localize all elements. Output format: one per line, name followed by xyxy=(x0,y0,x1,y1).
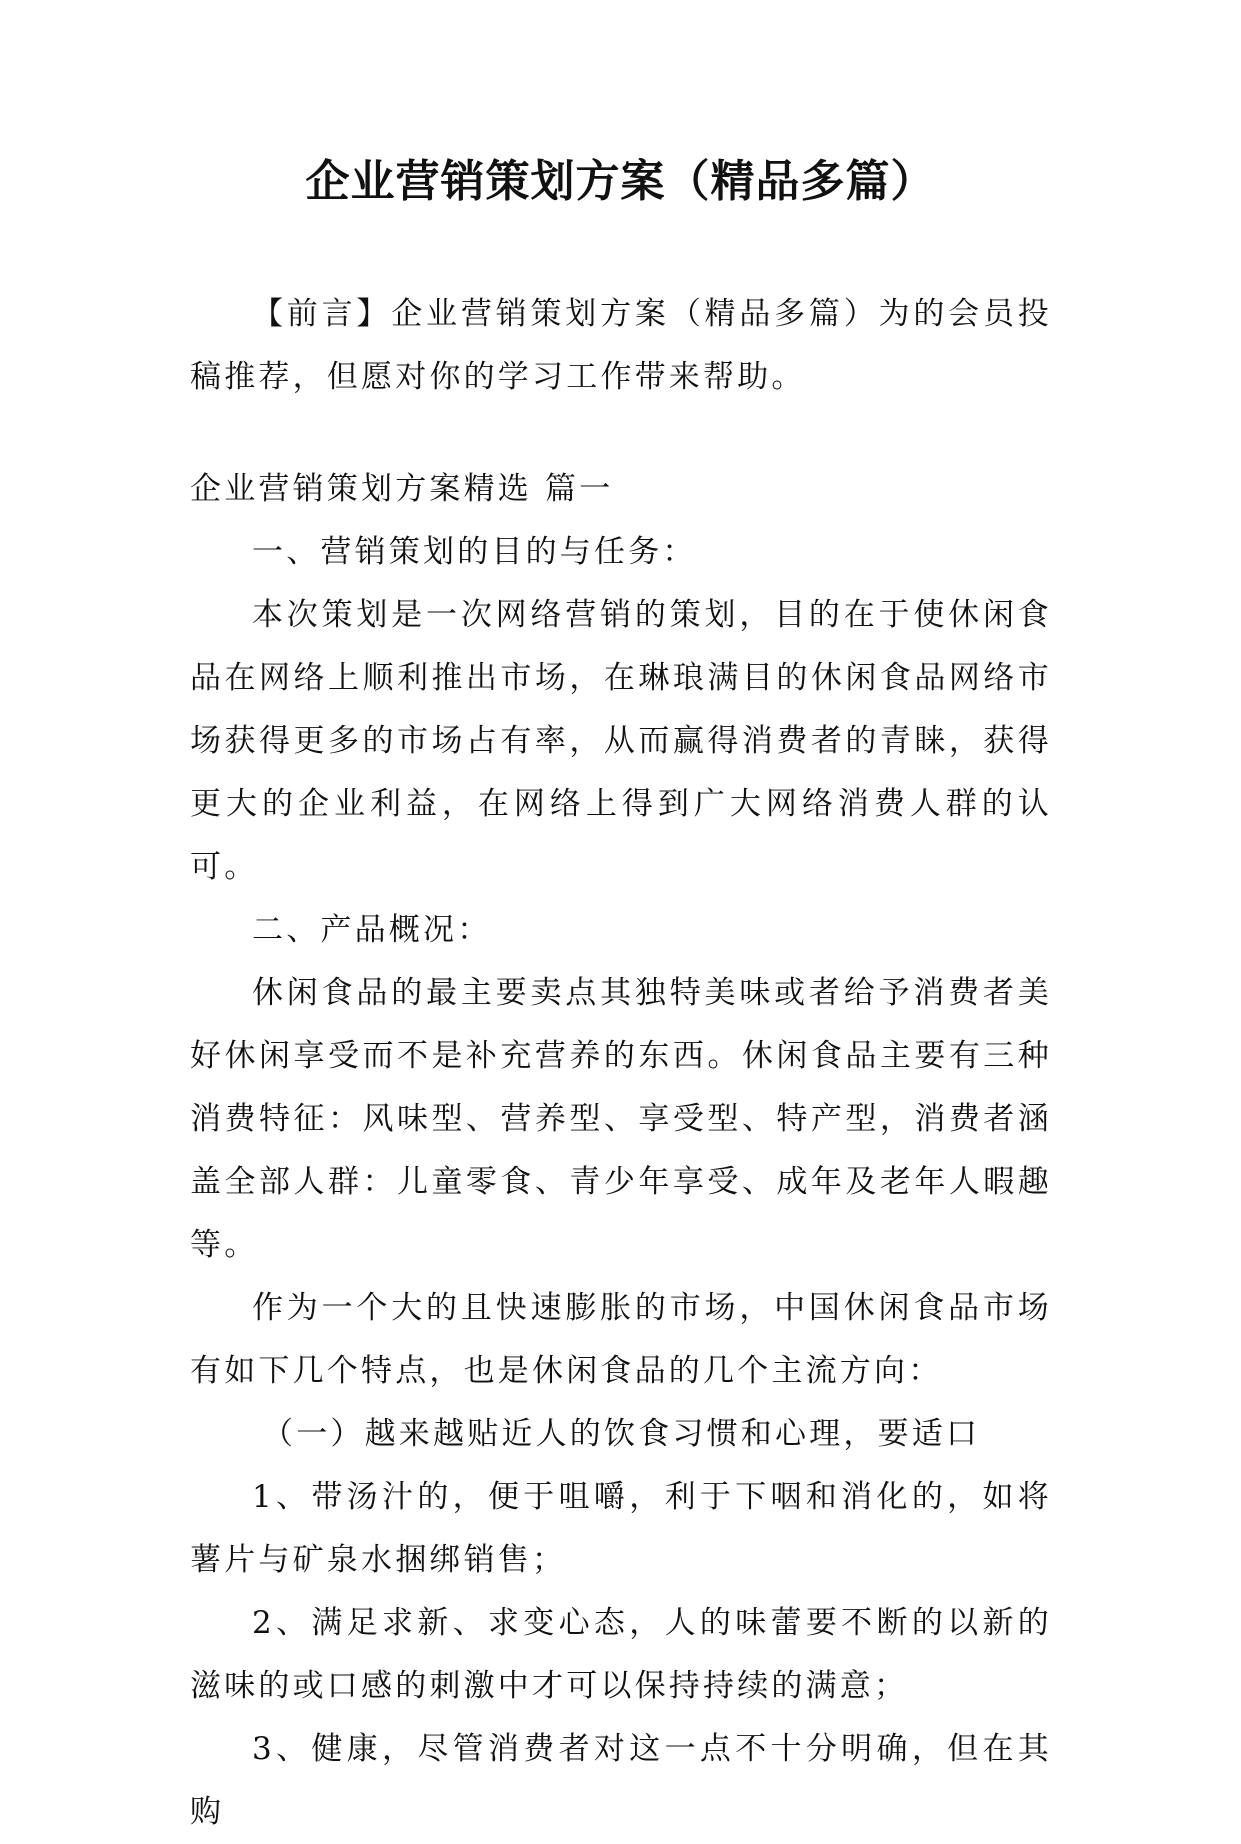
paragraph-product-overview: 休闲食品的最主要卖点其独特美味或者给予消费者美好休闲享受而不是补充营养的东西。休闲食品主要有三种消费特征：风味型、营养型、享受型、特产型，消费者涵盖全部人群：儿童零食、青少年享受、成年及老年人暇趣等。 xyxy=(190,975,1052,1263)
section-heading: 企业营销策划方案精选 篇一 xyxy=(190,471,614,507)
heading-purpose: 一、营销策划的目的与任务： xyxy=(252,534,697,570)
heading-product-overview: 二、产品概况： xyxy=(252,912,492,948)
paragraph-market-features: 作为一个大的且快速膨胀的市场，中国休闲食品市场有如下几个特点，也是休闲食品的几个主流方向： xyxy=(190,1290,1052,1389)
list-item-2: 2、满足求新、求变心态，人的味蕾要不断的以新的滋味的或口感的刺激中才可以保持持续的满意； xyxy=(190,1605,1052,1704)
document-title: 企业营销策划方案（精品多篇） xyxy=(305,156,936,207)
subheading-taste: （一）越来越贴近人的饮食习惯和心理，要适口 xyxy=(262,1416,981,1452)
preface-paragraph: 【前言】企业营销策划方案（精品多篇）为的会员投稿推荐，但愿对你的学习工作带来帮助。 xyxy=(190,296,1052,395)
list-item-3: 3、健康，尽管消费者对这一点不十分明确，但在其购 xyxy=(190,1731,1052,1830)
document-body xyxy=(190,521,1052,1844)
list-item-1: 1、带汤汁的，便于咀嚼，利于下咽和消化的，如将薯片与矿泉水捆绑销售； xyxy=(190,1479,1052,1578)
paragraph-purpose: 本次策划是一次网络营销的策划，目的在于使休闲食品在网络上顺利推出市场，在琳琅满目的休闲食品网络市场获得更多的市场占有率，从而赢得消费者的青睐，获得更大的企业利益，在网络上得到广大网络消费人群的认可。 xyxy=(190,597,1052,885)
